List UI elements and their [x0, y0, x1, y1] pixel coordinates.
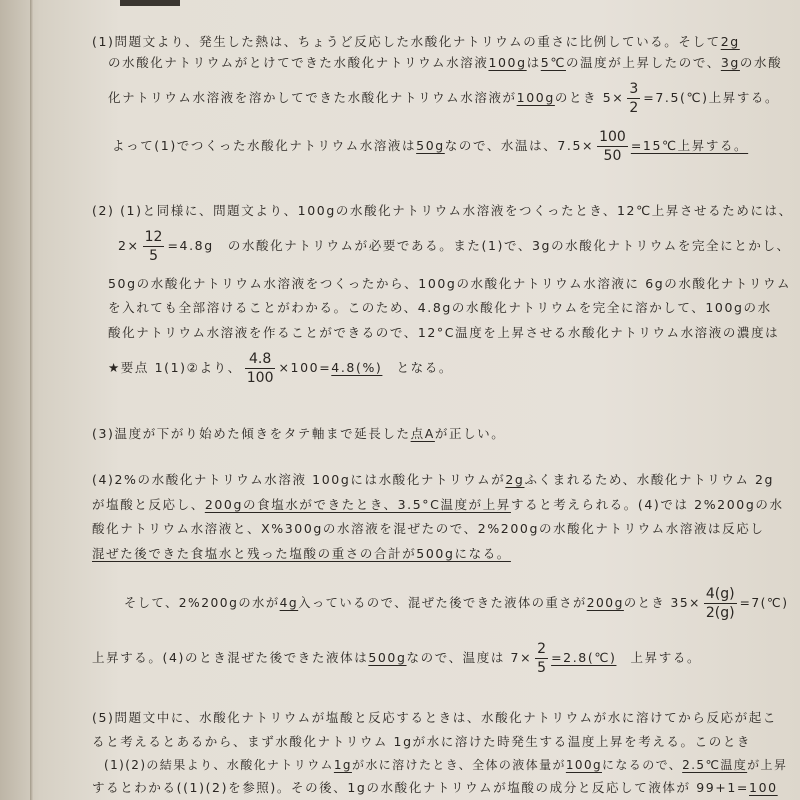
top-mark [120, 0, 180, 6]
paragraph-line: を入れても全部溶けることがわかる。このため、4.8gの水酸化ナトリウムを完全に溶かして、100gの水 [108, 300, 772, 315]
paragraph-line: ★要点 1(1)②より、 $\frac{4.8}{100}$ ×100=4.8(%) となる。 [108, 351, 453, 386]
paragraph-line: が塩酸と反応し、200gの食塩水ができたとき、3.5°C温度が上昇すると考えられる。(4)では 2%200gの水 [92, 497, 784, 512]
paragraph-line: (1)問題文より、発生した熱は、ちょうど反応した水酸化ナトリウムの重さに比例している。そして2g [92, 34, 740, 49]
paragraph-line: 酸化ナトリウム水溶液を作ることができるので、12°C温度を上昇させる水酸化ナトリウム水溶液の濃度は [108, 325, 780, 340]
paragraph-line: 50gの水酸化ナトリウム水溶液をつくったから、100gの水酸化ナトリウム水溶液に 6gの水酸化ナトリウム [108, 276, 792, 291]
paragraph-line: 2× $\frac{12}{5}$ =4.8g の水酸化ナトリウムが必要である。また(1)で、3gの水酸化ナトリウムを完全にとかし、 [118, 229, 791, 264]
paragraph-line: (1)(2)の結果より、水酸化ナトリウム1gが水に溶けたとき、全体の液体量が100gになるので、2.5℃温度が上昇 [104, 758, 788, 772]
fraction: $\frac{100}{50}$ [599, 129, 626, 164]
paragraph-line: ると考えるとあるから、まず水酸化ナトリウム 1gが水に溶けた時発生する温度上昇を考える。このとき [92, 734, 752, 749]
paragraph-line: そして、2%200gの水が4g入っているので、混ぜた後できた液体の重さが200gのとき 35× $\frac{4(g)}{2(g)}$ =7(℃) [124, 586, 789, 621]
paragraph-line: (4)2%の水酸化ナトリウム水溶液 100gには水酸化ナトリウムが2gふくまれるため、水酸化ナトリウム 2g [92, 472, 775, 487]
paragraph-line: 混ぜた後できた食塩水と残った塩酸の重さの合計が500gになる。 [92, 546, 511, 561]
paragraph-line: 上昇する。(4)のとき混ぜた後できた液体は500gなので、温度は 7× $\frac{2}{5}$ =2.8(℃) 上昇する。 [92, 641, 702, 676]
fraction: $\frac{3}{2}$ [629, 81, 639, 116]
fraction: $\frac{12}{5}$ [144, 229, 163, 264]
book-fold [30, 0, 33, 800]
fraction: $\frac{2}{5}$ [537, 641, 547, 676]
paragraph-line: するとわかる((1)(2)を参照)。その後、1gの水酸化ナトリウムが塩酸の成分と反応して液体が 99+1=100 [92, 780, 778, 795]
paragraph-line: (3)温度が下がり始めた傾きをタテ軸まで延長した点Aが正しい。 [92, 426, 506, 441]
paragraph-line: 化ナトリウム水溶液を溶かしてできた水酸化ナトリウム水溶液が100gのとき 5× $\frac{3}{2}$ =7.5(℃)上昇する。 [108, 81, 780, 116]
fraction: $\frac{4(g)}{2(g)}$ [705, 586, 735, 621]
paragraph-line: よって(1)でつくった水酸化ナトリウム水溶液は50gなので、水温は、7.5× $\frac{100}{50}$ =15℃上昇する。 [112, 129, 749, 164]
paragraph-line: の水酸化ナトリウムがとけてできた水酸化ナトリウム水溶液100gは5℃の温度が上昇したので、3gの水酸 [108, 55, 783, 70]
paragraph-line: 酸化ナトリウム水溶液と、X%300gの水溶液を混ぜたので、2%200gの水酸化ナトリウム水溶液は反応し [92, 521, 765, 536]
paragraph-line: (5)問題文中に、水酸化ナトリウムが塩酸と反応するときは、水酸化ナトリウムが水に溶けてから反応が起こ [92, 710, 777, 725]
paragraph-line: (2) (1)と同様に、問題文より、100gの水酸化ナトリウム水溶液をつくったとき、12℃上昇させるためには、 [92, 203, 793, 218]
fraction: $\frac{4.8}{100}$ [246, 351, 274, 386]
